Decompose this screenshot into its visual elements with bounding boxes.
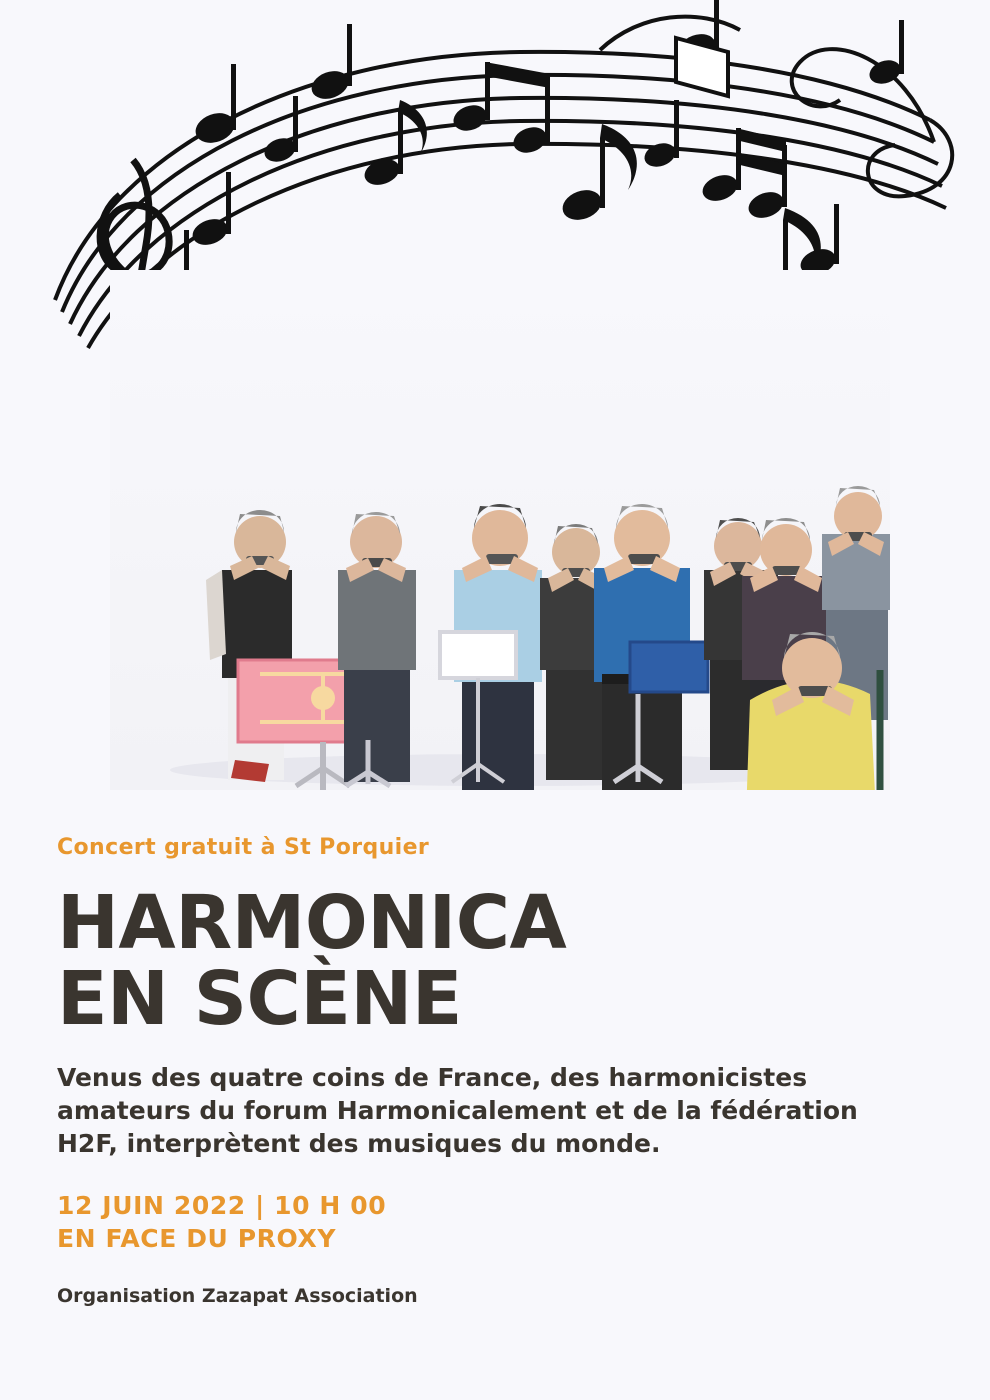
page-title — [57, 880, 937, 1043]
harmonica-ensemble-photo — [110, 270, 890, 790]
location-text: EN FACE DU PROXY — [57, 1223, 337, 1253]
description-text: Venus des quatre coins de France, des harmonicistes amateurs du forum Harmonicalement et de la fédération H2F, interprètent des musiques du monde. — [57, 1062, 858, 1159]
headline-line-1: HARMONICA — [57, 880, 567, 966]
kicker-text: Concert gratuit à St Porquier — [57, 835, 430, 860]
photo-area — [0, 270, 990, 800]
text-block — [57, 835, 937, 1307]
organisation-text: Organisation Zazapat Association — [57, 1285, 418, 1308]
headline-line-2: EN SCÈNE — [57, 956, 462, 1043]
date-time-text: 12 JUIN 2022 | 10 H 00 — [57, 1191, 387, 1221]
